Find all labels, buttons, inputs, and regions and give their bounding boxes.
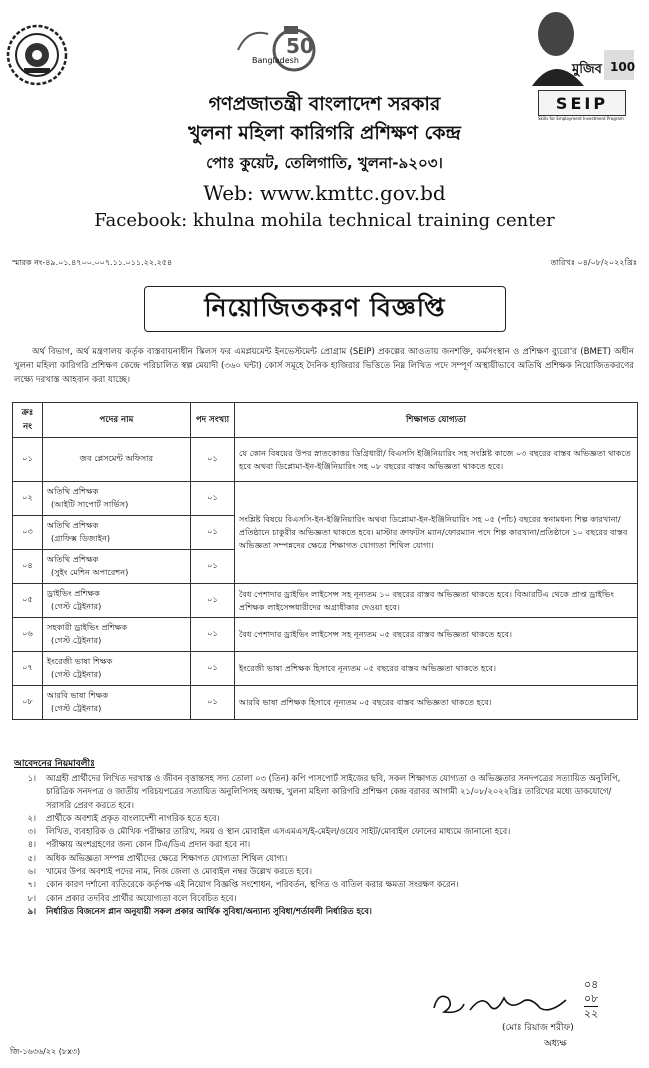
row-qualification: ইংরেজী ভাষা প্রশিক্ষক হিসাবে নূন্যতম ০৫ বছরের বাস্তব অভিজ্ঞতা থাকতে হবে। xyxy=(235,652,638,686)
rule-text: আগ্রহী প্রার্থীদের লিখিত দরখাস্ত ও জীবন বৃত্তান্তসহ সদ্য তোলা ০৩ (তিন) কপি পাসপোর্ট সাইজের ছবি, সকল শিক্ষাগত যোগ্যতা ও অভিজ্ঞতার সনদপত্রের সত্যায়িত অনুলিপি, চারিত্রিক সনদপত্র ও জাতীয় পরিচয়পত্রের সত্যায়িত অনুলিপিসহ অধ্যক্ষ, খুলনা মহিলা কারিগরি প্রশিক্ষণ কেন্দ্র বরাবর আগামী ২১/০৮/২০২২খ্রিঃ তারিখের মধ্যে ডাকযোগে/সরাসরি প্রেরণ করতে হবে। xyxy=(46,773,621,810)
fifty-number: 50 xyxy=(286,34,314,58)
table-row xyxy=(13,438,638,482)
rule-text: অধিক অভিজ্ঞতা সম্পন্ন প্রার্থীদের ক্ষেত্রে শিক্ষাগত যোগ্যতা শিথিল যোগ্য। xyxy=(46,852,288,863)
rule-number: ২। xyxy=(27,812,36,823)
seip-caption: Skills for Employment Investment Program xyxy=(538,116,624,121)
rule-number: ৬। xyxy=(27,866,36,877)
bmet-logo-icon xyxy=(6,24,68,86)
row-post xyxy=(43,516,191,550)
row-post: জব প্লেসমেন্ট অফিসার xyxy=(43,438,191,482)
rule-number: ৮। xyxy=(27,892,36,903)
rule-text: নির্ধারিত বিজনেস প্লান অনুযায়ী সকল প্রকার আর্থিক সুবিধা/অন্যান্য সুবিধা/শর্তাবলী নির্ধারিত হবে। xyxy=(46,905,372,916)
row-serial: ০১ xyxy=(13,438,43,482)
header-qualification: শিক্ষাগত যোগ্যতা xyxy=(235,403,638,438)
notice-date: তারিখঃ ০৪/০৮/২০২২খ্রিঃ xyxy=(550,258,637,267)
post-title: আরবি ভাষা শিক্ষক xyxy=(47,689,109,700)
rule-item xyxy=(14,812,636,825)
table-row xyxy=(13,584,638,618)
row-qualification: বৈধ পেশাদার ড্রাইভিং লাইসেন্স সহ নূন্যতম ০৫ বছরের বাস্তব অভিজ্ঞতা থাকতে হবে। xyxy=(235,618,638,652)
row-serial: ০২ xyxy=(13,482,43,516)
row-serial: ০৪ xyxy=(13,550,43,584)
row-count: ০১ xyxy=(191,686,235,720)
post-title: অতিথি প্রশিক্ষক xyxy=(47,519,99,530)
table-row xyxy=(13,618,638,652)
row-serial: ০৭ xyxy=(13,652,43,686)
signature-date-day: ০৪ xyxy=(584,978,599,991)
row-count: ০১ xyxy=(191,618,235,652)
row-count: ০১ xyxy=(191,516,235,550)
mujib-label: মুজিব xyxy=(572,62,602,77)
row-qualification: বৈধ পেশাদার ড্রাইভিং লাইসেন্স সহ নূন্যতম ১০ বছরের বাস্তব অভিজ্ঞতা থাকতে হবে। বিআরটিএ থেকে প্রাপ্ত ড্রাইভিং প্রশিক্ষক লাইসেন্সধারীদের অগ্রাধীকার দেওয়া হবে। xyxy=(235,584,638,618)
row-count: ০১ xyxy=(191,550,235,584)
table-header-row xyxy=(13,403,638,438)
rule-item xyxy=(14,865,636,878)
row-serial: ০৬ xyxy=(13,618,43,652)
row-count: ০১ xyxy=(191,438,235,482)
signature-date xyxy=(584,978,598,1021)
row-qualification: সংশ্লিষ্ট বিষয়ে বিএসসি-ইন-ইঞ্জিনিয়ারিং অথবা ডিপ্লোমা-ইন-ইঞ্জিনিয়ারিং সহ ০৫ (পাঁচ) বছরের স্বনামধন্য শিল্প কারখানা/প্রতিষ্ঠানে চাকুরীর অভিজ্ঞতা থাকতে হবে। মাস্টার ক্রাফটস ম্যান/ফোরম্যান পদে শিল্প কারখানা/প্রতিষ্ঠানে ১০ বছরের বাস্তব অভিজ্ঞতা সম্পন্নদের ক্ষেত্রে শিক্ষাগত যোগ্যতা শিথিল যোগ্য। xyxy=(235,482,638,584)
rule-item xyxy=(14,772,636,812)
table-row xyxy=(13,652,638,686)
row-qualification: আরবি ভাষা প্রশিক্ষক হিসাবে নূন্যতম ০৫ বছরের বাস্তব অভিজ্ঞতা থাকতে হবে। xyxy=(235,686,638,720)
positions-table xyxy=(12,402,638,720)
rule-number: ৪। xyxy=(27,839,36,850)
row-serial: ০৫ xyxy=(13,584,43,618)
header-count: পদ সংখ্যা xyxy=(191,403,235,438)
post-subtitle: (আইটি সাপোর্ট সার্ভিস) xyxy=(51,498,129,509)
rules-list xyxy=(14,772,636,918)
footer-code: জি-১৬৩৬/২২ (৮x৩) xyxy=(10,1047,81,1056)
post-subtitle: (গেস্ট ট্রেইনার) xyxy=(51,702,102,713)
memo-number: স্মারক নং-৪৯.০১.৪৭০০.০০৭.১১.০১১.২২.২৫৪ xyxy=(12,258,173,267)
row-post xyxy=(43,686,191,720)
rule-number: ৯। xyxy=(27,905,36,916)
center-address: পোঃ কুয়েট, তেলিগাতি, খুলনা-৯২০৩। xyxy=(206,154,443,172)
row-serial: ০৩ xyxy=(13,516,43,550)
signatory-name: (মোঃ রিয়াজ শরীফ) xyxy=(502,1023,574,1033)
post-title: সহকারী ড্রাইভিং প্রশিক্ষক xyxy=(47,621,128,632)
rule-item xyxy=(14,905,636,918)
post-title: ড্রাইভিং প্রশিক্ষক xyxy=(47,587,100,598)
rule-text: কোন প্রকার তদবির প্রার্থীর অযোগ্যতা বলে বিবেচিত হবে। xyxy=(46,892,237,903)
bangladesh-caption: Bangladesh xyxy=(252,56,299,65)
mujib-100: 100 xyxy=(610,60,636,74)
post-subtitle: (গেস্ট ট্রেইনার) xyxy=(51,634,102,645)
intro-paragraph: অর্থ বিভাগ, অর্থ মন্ত্রণালয় কর্তৃক বাস্তবায়নাধীন স্কিলস ফর এমপ্লয়মেন্ট ইনভেস্টমেন্ট প্রোগ্রাম (SEIP) প্রকল্পের আওতায় জনশক্তি, কর্মসংস্থান ও প্রশিক্ষণ ব্যুরো'র (BMET) অধীন খুলনা মহিলা কারিগরি প্রশিক্ষণ কেন্দ্রে পরিচালিত স্বল্প মেয়াদী (৩৬০ ঘন্টা) কোর্স সমূহে দৈনিক হাজিরার ভিত্তিতে নিম্ন লিখিত পদে সম্পূর্ণ অস্থায়ীভাবে অতিথি প্রশিক্ষক নিয়োজিতকরণের লক্ষ্যে দরখাস্ত আহবান করা যাচ্ছে। xyxy=(14,347,634,385)
post-title: ইংরেজী ভাষা শিক্ষক xyxy=(47,655,113,666)
header-post: পদের নাম xyxy=(43,403,191,438)
row-post xyxy=(43,618,191,652)
rule-text: প্রার্থীকে অবশ্যই প্রকৃত বাংলাদেশী নাগরিক হতে হবে। xyxy=(46,812,220,823)
rule-text: লিখিত, ব্যবহারিক ও মৌখিক পরীক্ষার তারিখ, সময় ও স্থান মোবাইল এসএমএস/ই-মেইল/ওয়েব সাইট/মোবাইল ফোনের মাধ্যমে জানানো হবে। xyxy=(46,826,511,837)
rule-item xyxy=(14,825,636,838)
post-subtitle: (গেস্ট ট্রেইনার) xyxy=(51,600,102,611)
table-row xyxy=(13,482,638,516)
post-subtitle: (গেস্ট ট্রেইনার) xyxy=(51,668,102,679)
row-qualification: যে কোন বিষয়ের উপর স্নাতকোত্তর ডিগ্রিধারী/ বিএসসি ইঞ্জিনিয়ারিং সহ সংশ্লিষ্ট কাজে ০৩ বছরের বাস্তব অভিজ্ঞতা থাকতে হবে অথবা ডিপ্লোমা-ইন-ইঞ্জিনিয়ারিং সহ ০৮ বছরের বাস্তব অভিজ্ঞতা থাকতে হবে। xyxy=(235,438,638,482)
row-post xyxy=(43,550,191,584)
post-subtitle: (সুইং মেশিন অপারেশন) xyxy=(51,566,129,577)
signatory-role: অধ্যক্ষ xyxy=(544,1039,567,1049)
row-count: ০১ xyxy=(191,584,235,618)
signature-date-year: ২২ xyxy=(584,1007,599,1020)
post-title: অতিথি প্রশিক্ষক xyxy=(47,553,99,564)
rule-number: ৭। xyxy=(27,879,36,890)
header-serial: ক্রঃ নং xyxy=(13,403,43,438)
center-name: খুলনা মহিলা কারিগরি প্রশিক্ষণ কেন্দ্র xyxy=(188,122,461,144)
seip-logo: SEIP xyxy=(538,90,626,116)
signature-date-month: ০৮ xyxy=(584,992,599,1005)
row-count: ০১ xyxy=(191,652,235,686)
table-row xyxy=(13,686,638,720)
government-title: গণপ্রজাতন্ত্রী বাংলাদেশ সরকার xyxy=(208,93,441,115)
row-count: ০১ xyxy=(191,482,235,516)
row-post xyxy=(43,482,191,516)
bangladesh-50-logo xyxy=(228,20,318,78)
rule-text: কোন কারণ দর্শানো ব্যতিরেকে কর্তৃপক্ষ এই নিয়োগ বিজ্ঞপ্তি সংশোধন, পরিবর্তন, স্থগিত ও বাতিল করার ক্ষমতা সংরক্ষণ করেন। xyxy=(46,879,459,890)
post-subtitle: (গ্রাফিক্স ডিজাইন) xyxy=(51,532,111,543)
signature-icon xyxy=(430,984,570,1020)
post-title: অতিথি প্রশিক্ষক xyxy=(47,485,99,496)
rule-item xyxy=(14,892,636,905)
rule-item xyxy=(14,878,636,891)
row-post xyxy=(43,652,191,686)
rule-text: খামের উপর অবশ্যই পদের নাম, নিজ জেলা ও মোবাইল নম্বর উল্লেখ করতে হবে। xyxy=(46,866,312,877)
rules-heading: আবেদনের নিয়মাবলীঃ xyxy=(14,759,95,769)
rule-text: পরীক্ষায় অংশগ্রহণের জন্য কোন টিএ/ডিএ প্রদান করা হবে না। xyxy=(46,839,251,850)
row-serial: ০৮ xyxy=(13,686,43,720)
rule-number: ১। xyxy=(27,773,36,783)
facebook-line: Facebook: khulna mohila technical training center xyxy=(94,210,555,231)
notice-title: নিয়োজিতকরণ বিজ্ঞপ্তি xyxy=(144,286,506,332)
rule-item xyxy=(14,838,636,851)
row-post xyxy=(43,584,191,618)
rule-item xyxy=(14,852,636,865)
rule-number: ৩। xyxy=(27,826,36,837)
rule-number: ৫। xyxy=(27,852,36,863)
website-line: Web: www.kmttc.gov.bd xyxy=(203,181,446,205)
